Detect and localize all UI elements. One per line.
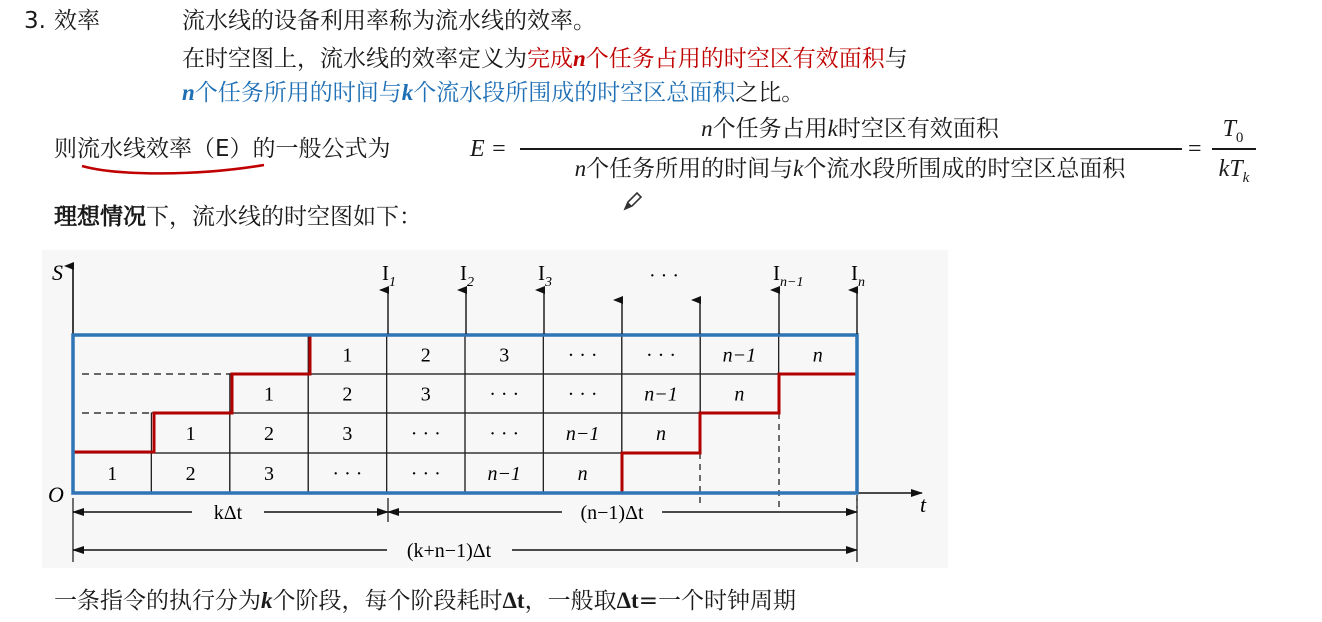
den-b: 个流水段所围成的时空区总面积 — [803, 156, 1126, 182]
cell-label: 3 — [420, 383, 431, 406]
definition-line-3 — [182, 78, 804, 108]
origin-label: O — [48, 482, 64, 507]
cell-label: 3 — [342, 423, 353, 445]
instruction-arrows — [382, 261, 865, 334]
cell-label: n−1 — [644, 383, 678, 406]
pencil-cursor-icon — [622, 190, 644, 212]
fraction-bar-main — [520, 148, 1182, 150]
ideal-case-line — [54, 202, 422, 232]
cell-label: n — [656, 423, 666, 445]
footer-c: ，一般取 — [524, 588, 617, 614]
cell-label: · · · — [489, 383, 520, 406]
cell-label: · · · — [646, 344, 676, 367]
num-n: n — [701, 116, 713, 141]
space-time-diagram — [42, 250, 948, 568]
cell-label: n−1 — [487, 463, 521, 485]
cell-label: 1 — [342, 344, 353, 367]
space-time-svg — [42, 250, 948, 568]
definition-line-1: 流水线的设备利用率称为流水线的效率。 — [182, 8, 596, 34]
den-a: 个任务所用的时间与 — [586, 156, 794, 182]
section-number: 3. — [24, 8, 46, 34]
footer-dt1: Δt — [502, 588, 525, 613]
blue-text-b: 个流水段所围成的时空区总面积 — [413, 80, 736, 106]
cell-label: 2 — [420, 344, 431, 367]
den-n: n — [574, 156, 587, 181]
formula-equals-2: = — [1188, 136, 1202, 162]
formula-lead-b: ）的一般公式为 — [229, 136, 391, 162]
cell-label: 2 — [185, 463, 196, 485]
cell-label: · · · — [489, 423, 520, 445]
line3-suffix: 之比。 — [735, 80, 805, 106]
handwritten-underline — [78, 160, 268, 180]
instruction-label: $I_2$ — [460, 261, 474, 290]
arrow-ellipsis: · · · — [649, 265, 679, 287]
t0-sub: 0 — [1235, 129, 1244, 146]
footer-dt2: Δt — [616, 588, 639, 613]
footer-a: 一条指令的执行分为 — [54, 588, 261, 614]
fraction-t0 — [1210, 114, 1256, 153]
fill-step-line — [73, 335, 388, 452]
cell-label: n — [734, 383, 745, 406]
cell-label: · · · — [567, 344, 598, 367]
red-n: n — [573, 46, 586, 71]
cell-label: 1 — [185, 423, 196, 445]
dim-total-label: (k+n−1)Δt — [406, 540, 492, 562]
ktk-k: k — [1218, 156, 1230, 182]
red-text-a: 完成 — [527, 46, 573, 72]
cell-label: · · · — [332, 463, 363, 485]
cell-label: n — [577, 463, 588, 485]
formula-denominator — [520, 154, 1180, 184]
ktk-T: T — [1229, 156, 1243, 182]
formula-lead-a: 则 — [54, 136, 77, 162]
cell-label: n — [812, 344, 823, 367]
red-text-b: 个任务占用的时空区有效面积 — [585, 46, 885, 72]
cell-label: 1 — [107, 463, 118, 485]
instruction-label: $I_3$ — [538, 261, 552, 290]
blue-n: n — [182, 80, 195, 105]
cell-label: n−1 — [565, 423, 600, 445]
num-a: 个任务占用 — [712, 116, 828, 142]
cell-label: · · · — [410, 423, 441, 445]
formula-underlined: 流水线效率（ — [77, 136, 215, 162]
cell-label: · · · — [567, 383, 598, 406]
den-k: k — [793, 156, 804, 181]
formula-E-paren: E — [215, 136, 230, 162]
line2-prefix: 在时空图上，流水线的效率定义为 — [182, 46, 527, 72]
blue-k: k — [401, 80, 414, 105]
footer-k: k — [261, 588, 273, 613]
section-heading: 效率 — [54, 8, 100, 34]
total-area-phrase — [182, 80, 735, 106]
axis-label-t: t — [920, 492, 927, 517]
cell-label: 3 — [264, 463, 274, 485]
footer-d: =一个时钟周期 — [638, 588, 796, 614]
cell-label: 2 — [264, 423, 274, 445]
axis-label-s: S — [52, 260, 63, 285]
instruction-label: $I_1$ — [382, 261, 396, 290]
ideal-bold: 理想情况 — [54, 204, 146, 230]
cell-label: 1 — [264, 383, 274, 406]
num-b: 时空区有效面积 — [837, 116, 999, 142]
cell-label: 3 — [499, 344, 510, 367]
definition-line-2 — [182, 44, 908, 74]
underlined-term — [77, 136, 230, 162]
effective-area-phrase — [527, 46, 885, 72]
cell-label: 2 — [342, 383, 353, 406]
cell-label: · · · — [410, 463, 441, 485]
ktk-sub: k — [1242, 169, 1250, 186]
footer-line — [54, 586, 796, 616]
formula-lhs: E = — [470, 136, 507, 162]
cell-label: n−1 — [722, 344, 757, 367]
instruction-label: $I_n$ — [851, 261, 865, 290]
fraction-ktk — [1208, 154, 1260, 193]
fraction-bar-t0 — [1212, 148, 1256, 150]
line2-suffix: 与 — [884, 46, 908, 72]
dim-n-label: (n−1)Δt — [580, 502, 644, 524]
t0-T: T — [1222, 116, 1236, 142]
ideal-rest: 下，流水线的时空图如下： — [146, 204, 422, 230]
formula-numerator — [520, 114, 1180, 144]
dim-k-label: kΔt — [213, 502, 243, 524]
instruction-label: $I_{n-1}$ — [773, 261, 804, 290]
num-k: k — [827, 116, 838, 141]
footer-b: 个阶段，每个阶段耗时 — [272, 588, 503, 614]
blue-text-a: 个任务所用的时间与 — [194, 80, 402, 106]
